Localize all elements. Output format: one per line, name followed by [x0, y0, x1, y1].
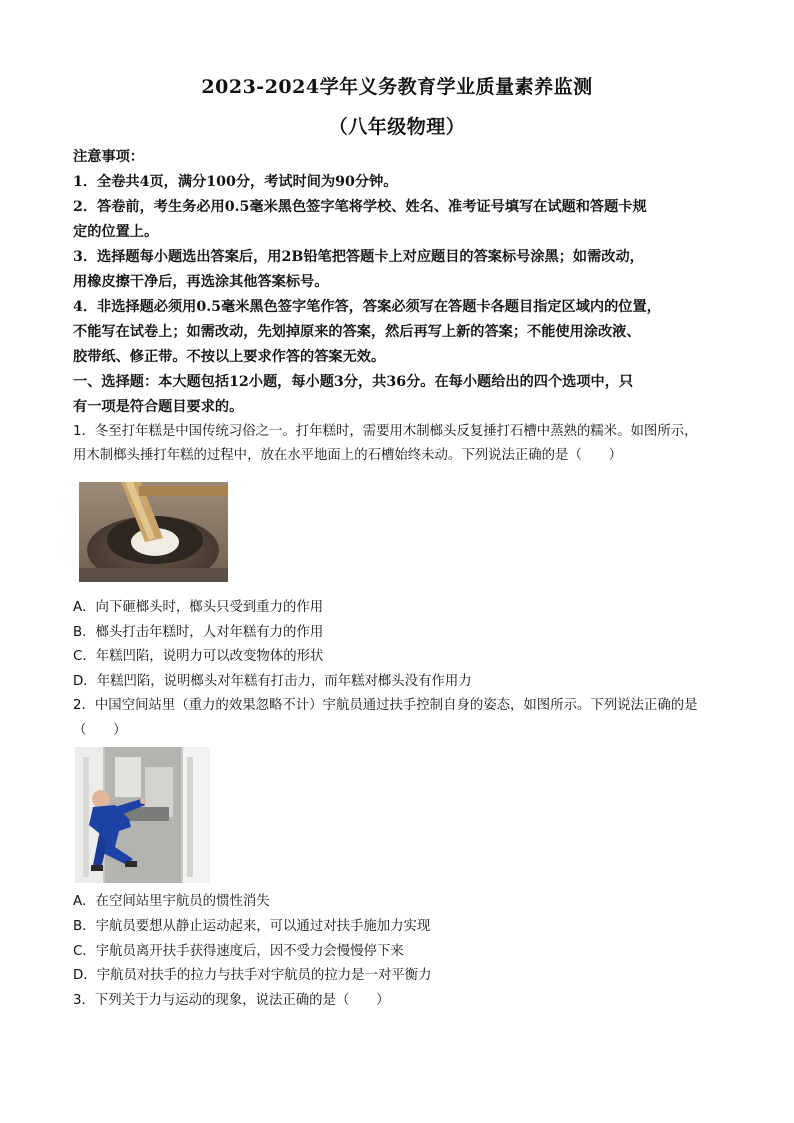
question-1-stem: 用木制榔头捶打年糕的过程中，放在水平地面上的石槽始终未动。下列说法正确的是（ ）: [73, 448, 623, 463]
astronaut-space-station-photo: [75, 747, 210, 883]
section-heading: 有一项是符合题目要求的。: [73, 399, 244, 415]
question-1-option-d: D．年糕凹陷，说明榔头对年糕有打击力，而年糕对榔头没有作用力: [73, 674, 472, 689]
notice-item: 1．全卷共4页，满分100分，考试时间为90分钟。: [73, 174, 398, 190]
notice-item: 3．选择题每小题选出答案后，用2B铅笔把答题卡上对应题目的答案标号涂黑；如需改动，: [73, 249, 644, 265]
question-2-option-a: A．在空间站里宇航员的惯性消失: [73, 894, 270, 909]
notice-item: 2．答卷前，考生务必用0.5毫米黑色签字笔将学校、姓名、准考证号填写在试题和答题卡规: [73, 199, 647, 215]
question-2-stem: 2．中国空间站里（重力的效果忽略不计）宇航员通过扶手控制自身的姿态，如图所示。下列说法正确的是: [73, 698, 698, 713]
section-heading: 一、选择题：本大题包括12小题，每小题3分，共36分。在每小题给出的四个选项中，只: [73, 374, 634, 390]
question-2-option-b: B．宇航员要想从静止运动起来，可以通过对扶手施加力实现: [73, 919, 431, 934]
notice-item: 定的位置上。: [73, 224, 159, 240]
notice-item: 不能写在试卷上；如需改动，先划掉原来的答案，然后再写上新的答案；不能使用涂改液、: [73, 324, 641, 340]
question-1-option-c: C．年糕凹陷，说明力可以改变物体的形状: [73, 649, 324, 664]
question-2-option-c: C．宇航员离开扶手获得速度后，因不受力会慢慢停下来: [73, 944, 404, 959]
notice-heading: 注意事项：: [73, 149, 144, 165]
notice-item: 用橡皮擦干净后，再选涂其他答案标号。: [73, 274, 329, 290]
question-1-option-b: B．榔头打击年糕时，人对年糕有力的作用: [73, 625, 324, 640]
question-3-stem: 3．下列关于力与运动的现象，说法正确的是（ ）: [73, 993, 390, 1008]
question-1-stem: 1．冬至打年糕是中国传统习俗之一。打年糕时，需要用木制榔头反复捶打石槽中蒸熟的糯米。如图所示，: [73, 424, 698, 439]
page-subtitle: （八年级物理）: [328, 116, 466, 138]
question-1-option-a: A．向下砸榔头时，榔头只受到重力的作用: [73, 600, 324, 615]
rice-cake-pounding-photo: [79, 482, 228, 582]
page-title: 2023-2024学年义务教育学业质量素养监测: [201, 76, 593, 98]
notice-item: 4．非选择题必须用0.5毫米黑色签字笔作答，答案必须写在答题卡各题目指定区域内的位置，: [73, 299, 661, 315]
notice-item: 胶带纸、修正带。不按以上要求作答的答案无效。: [73, 349, 386, 365]
question-2-stem: （ ）: [73, 723, 127, 738]
question-2-option-d: D．宇航员对扶手的拉力与扶手对宇航员的拉力是一对平衡力: [73, 968, 432, 983]
